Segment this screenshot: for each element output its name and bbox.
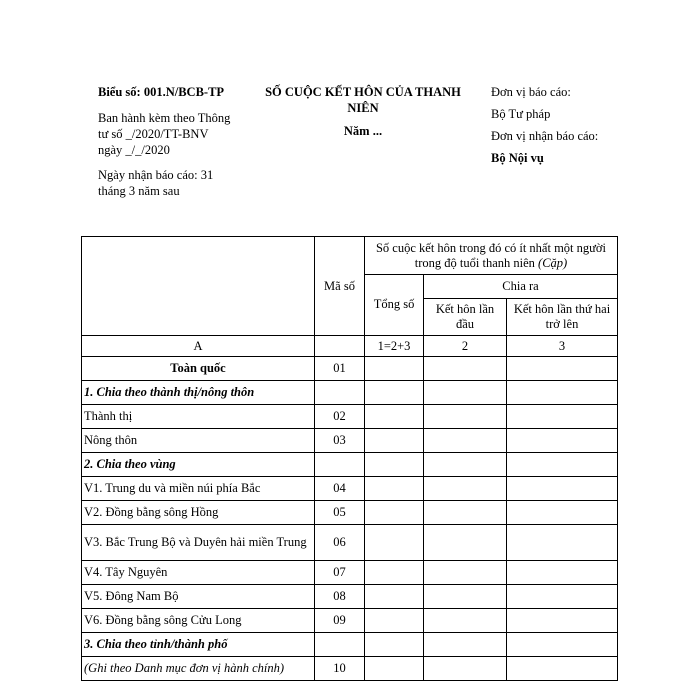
col-first-header: Kết hôn lần đầu <box>424 299 507 336</box>
table-row <box>82 381 618 405</box>
value-second <box>507 609 618 633</box>
table-row <box>82 609 618 633</box>
receiving-unit: Bộ Nội vụ <box>491 151 544 165</box>
table-row <box>82 357 618 381</box>
value-first <box>424 501 507 525</box>
report-title-block <box>248 84 478 139</box>
value-total <box>365 477 424 501</box>
value-first <box>424 525 507 561</box>
value-second <box>507 585 618 609</box>
group-header-main: Số cuộc kết hôn trong đó có ít nhất một người trong độ tuổi thanh niên <box>375 240 607 270</box>
value-total <box>365 429 424 453</box>
value-total <box>365 525 424 561</box>
row-code <box>315 453 365 477</box>
value-second <box>507 405 618 429</box>
table-row <box>82 453 618 477</box>
report-title: SỐ CUỘC KẾT HÔN CỦA THANH NIÊN <box>265 85 461 115</box>
row-label: 1. Chia theo thành thị/nông thôn <box>82 381 315 405</box>
value-first <box>424 561 507 585</box>
index-3: 3 <box>507 336 618 357</box>
value-total <box>365 609 424 633</box>
table-row <box>82 477 618 501</box>
value-total <box>365 561 424 585</box>
value-total <box>365 633 424 657</box>
row-code <box>315 381 365 405</box>
form-info <box>98 84 233 199</box>
row-code: 09 <box>315 609 365 633</box>
table-row <box>82 585 618 609</box>
receive-date: Ngày nhận báo cáo: 31 tháng 3 năm sau <box>98 168 214 198</box>
index-blank <box>315 336 365 357</box>
row-label: V5. Đông Nam Bộ <box>82 585 315 609</box>
value-second <box>507 429 618 453</box>
index-total: 1=2+3 <box>365 336 424 357</box>
row-code <box>315 633 365 657</box>
table-row <box>82 561 618 585</box>
value-first <box>424 429 507 453</box>
value-first <box>424 477 507 501</box>
row-label: V3. Bắc Trung Bộ và Duyên hải miền Trung <box>82 525 315 561</box>
value-second <box>507 501 618 525</box>
value-first <box>424 453 507 477</box>
row-label: 3. Chia theo tỉnh/thành phố <box>82 633 315 657</box>
value-first <box>424 657 507 681</box>
row-label: Nông thôn <box>82 429 315 453</box>
table-row <box>82 501 618 525</box>
row-label: Toàn quốc <box>82 357 315 381</box>
value-total <box>365 453 424 477</box>
value-first <box>424 585 507 609</box>
index-2: 2 <box>424 336 507 357</box>
row-label: Thành thị <box>82 405 315 429</box>
value-second <box>507 525 618 561</box>
table-row <box>82 657 618 681</box>
row-code: 06 <box>315 525 365 561</box>
value-total <box>365 657 424 681</box>
units-block <box>491 84 601 166</box>
row-label: (Ghi theo Danh mục đơn vị hành chính) <box>82 657 315 681</box>
row-label: V4. Tây Nguyên <box>82 561 315 585</box>
value-first <box>424 609 507 633</box>
table-row <box>82 405 618 429</box>
value-first <box>424 405 507 429</box>
value-second <box>507 633 618 657</box>
value-second <box>507 657 618 681</box>
value-total <box>365 501 424 525</box>
col-total-header: Tổng số <box>365 275 424 336</box>
issued-with: Ban hành kèm theo Thông tư số _/2020/TT-BNV ngày _/_/2020 <box>98 111 231 157</box>
reporting-unit-label: Đơn vị báo cáo: <box>491 85 571 99</box>
row-code: 07 <box>315 561 365 585</box>
value-first <box>424 381 507 405</box>
value-second <box>507 453 618 477</box>
col-code-header: Mã số <box>315 237 365 336</box>
row-code: 01 <box>315 357 365 381</box>
row-label: V1. Trung du và miền núi phía Bắc <box>82 477 315 501</box>
value-second <box>507 357 618 381</box>
blank-header-cell <box>82 237 315 336</box>
col-second-header: Kết hôn lần thứ hai trở lên <box>507 299 618 336</box>
value-first <box>424 357 507 381</box>
col-split-header: Chia ra <box>424 275 618 299</box>
row-label: V6. Đồng bằng sông Cửu Long <box>82 609 315 633</box>
value-second <box>507 477 618 501</box>
report-table <box>81 236 618 681</box>
reporting-unit: Bộ Tư pháp <box>491 107 551 121</box>
row-code: 08 <box>315 585 365 609</box>
row-label: V2. Đồng bằng sông Hồng <box>82 501 315 525</box>
table-row <box>82 525 618 561</box>
row-code: 05 <box>315 501 365 525</box>
receiving-unit-label: Đơn vị nhận báo cáo: <box>491 129 599 143</box>
value-total <box>365 405 424 429</box>
report-year: Năm ... <box>343 124 383 138</box>
row-code: 04 <box>315 477 365 501</box>
value-total <box>365 381 424 405</box>
group-header-unit: (Cặp) <box>538 255 568 270</box>
row-code: 10 <box>315 657 365 681</box>
value-total <box>365 357 424 381</box>
row-code: 03 <box>315 429 365 453</box>
value-total <box>365 585 424 609</box>
value-first <box>424 633 507 657</box>
table-row <box>82 633 618 657</box>
index-a: A <box>82 336 315 357</box>
form-code: Biểu số: 001.N/BCB-TP <box>98 85 225 99</box>
value-second <box>507 381 618 405</box>
row-code: 02 <box>315 405 365 429</box>
table-row <box>82 429 618 453</box>
row-label: 2. Chia theo vùng <box>82 453 315 477</box>
value-second <box>507 561 618 585</box>
group-header <box>365 237 618 275</box>
